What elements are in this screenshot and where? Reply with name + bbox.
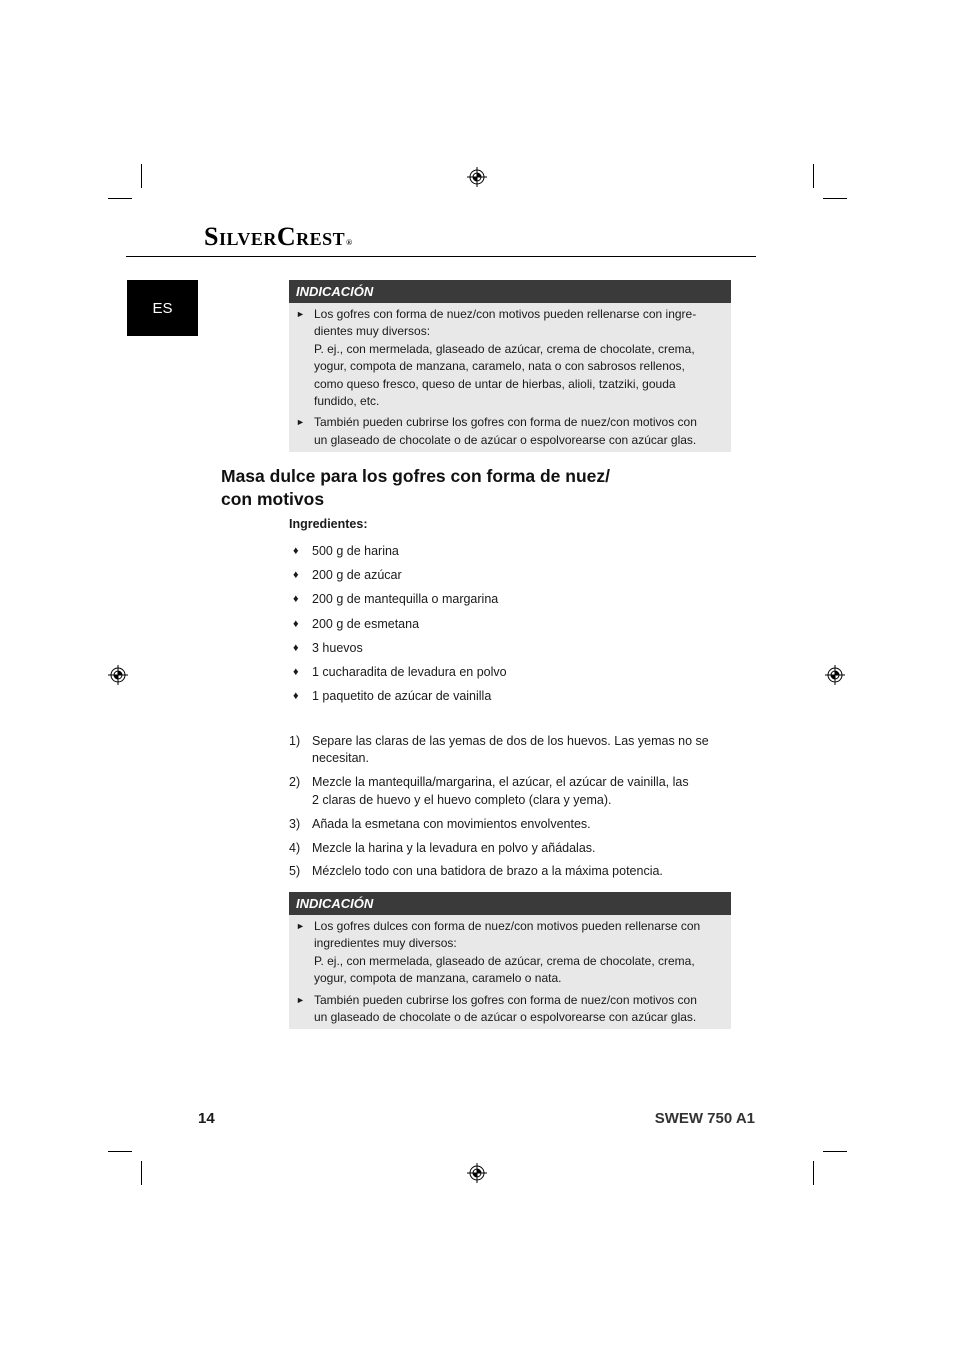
arrow-right-icon: ► (296, 994, 305, 1005)
registration-mark-icon (108, 665, 128, 685)
diamond-bullet-icon: ♦ (293, 617, 299, 630)
crop-mark (823, 1151, 847, 1152)
note-heading: INDICACIÓN (289, 892, 731, 915)
arrow-right-icon: ► (296, 921, 305, 931)
list-item: ♦ 3 huevos (293, 640, 363, 655)
crop-mark (141, 1161, 142, 1185)
note-item: ► También pueden cubrirse los gofres con forma de nuez/con motivos con un glaseado de chocolate o de azúcar o espolvorearse con azúcar glas. (296, 992, 697, 1025)
crop-mark (108, 198, 132, 199)
list-item: ♦ 1 cucharadita de levadura en polvo (293, 664, 507, 679)
note-item: ► Los gofres dulces con forma de nuez/con motivos pueden rellenarse con ingredientes muy diversos: P. ej., con mermelada, glaseado de azúcar, crema de chocolate, crema, yogur, compota de manzana, caramelo o nata. (296, 919, 701, 986)
header-rule (126, 256, 756, 257)
section-title: Masa dulce para los gofres con forma de nuez/ con motivos (221, 466, 610, 509)
language-tab: ES (127, 280, 198, 336)
step-item: 3) Añada la esmetana con movimientos envolventes. (289, 816, 591, 831)
brand-logo: SilverCrest® (204, 222, 353, 251)
crop-mark (823, 198, 847, 199)
ingredients-title: Ingredientes: (289, 517, 368, 531)
note-box (289, 892, 731, 1029)
note-box (289, 280, 731, 452)
diamond-bullet-icon: ♦ (293, 641, 299, 654)
diamond-bullet-icon: ♦ (293, 569, 299, 582)
page-number: 14 (198, 1110, 215, 1127)
arrow-right-icon: ► (296, 417, 305, 428)
steps-list (289, 733, 729, 887)
diamond-bullet-icon: ♦ (293, 593, 299, 606)
step-item: 5) Mézclelo todo con una batidora de brazo a la máxima potencia. (289, 864, 663, 879)
list-item: ♦ 200 g de esmetana (293, 616, 420, 631)
crop-mark (108, 1151, 132, 1152)
diamond-bullet-icon: ♦ (293, 545, 299, 557)
step-item: 4) Mezcle la harina y la levadura en polvo y añádalas. (289, 840, 596, 855)
step-item: 1) Separe las claras de las yemas de dos de los huevos. Las yemas no se necesitan. (289, 734, 709, 766)
list-item: ♦ 200 g de azúcar (293, 568, 402, 583)
ingredients-list (293, 542, 507, 711)
step-item: 2) Mezcle la mantequilla/margarina, el azúcar, el azúcar de vainilla, las 2 claras de huevo y el huevo completo (clara y yema). (289, 775, 689, 807)
list-item: ♦ 1 paquetito de azúcar de vainilla (293, 689, 492, 704)
crop-mark (813, 1161, 814, 1185)
note-heading: INDICACIÓN (289, 280, 731, 303)
note-item: ► Los gofres con forma de nuez/con motivos pueden rellenarse con ingre- dientes muy diversos: P. ej., con mermelada, glaseado de azúcar, crema de chocolate, crema, yogur, compota de manzana, caramelo, nata o con sabrosos rellenos, como queso fresco, queso de untar de hierbas, alioli, tzatziki, gouda fundido, etc. (296, 307, 697, 409)
registration-mark-icon (467, 1163, 487, 1183)
diamond-bullet-icon: ♦ (293, 690, 299, 703)
registration-mark-icon (825, 665, 845, 685)
arrow-right-icon: ► (296, 309, 305, 319)
model-number: SWEW 750 A1 (654, 1110, 755, 1127)
crop-mark (141, 164, 142, 188)
diamond-bullet-icon: ♦ (293, 665, 299, 678)
crop-mark (813, 164, 814, 188)
list-item: ♦ 200 g de mantequilla o margarina (293, 592, 499, 607)
registration-mark-icon (467, 167, 487, 187)
note-item: ► También pueden cubrirse los gofres con forma de nuez/con motivos con un glaseado de chocolate o de azúcar o espolvorearse con azúcar glas. (296, 415, 697, 447)
list-item: ♦ 500 g de harina (293, 544, 399, 558)
